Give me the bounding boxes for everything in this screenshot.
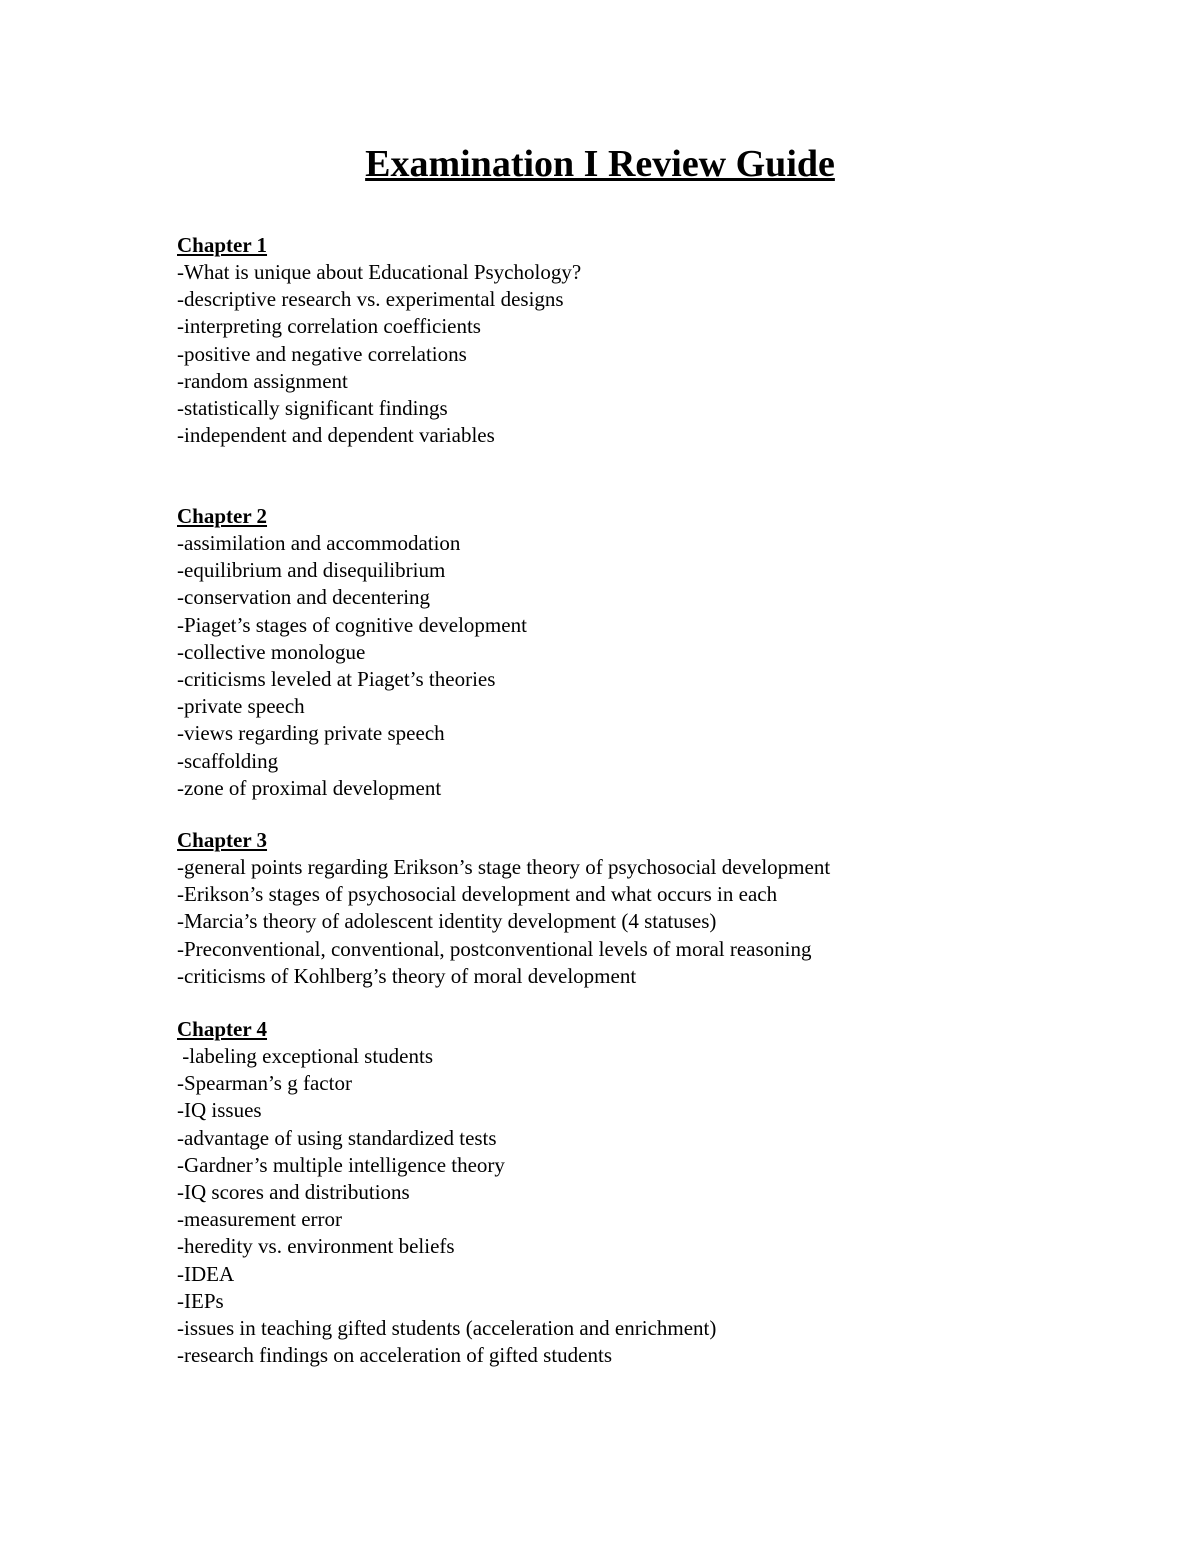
chapter-4-section (177, 1016, 1137, 1369)
list-item: -labeling exceptional students (177, 1044, 434, 1068)
list-item: -IEPs (177, 1288, 224, 1313)
list-item: -private speech (177, 694, 305, 719)
list-item: -IDEA (177, 1261, 235, 1286)
list-item: -Spearman’s g factor (177, 1071, 352, 1096)
chapter-heading: Chapter 4 (177, 1017, 268, 1041)
list-item: -Marcia’s theory of adolescent identity development (4 statuses) (177, 909, 717, 934)
chapter-3-section (177, 827, 1137, 990)
list-item: -general points regarding Erikson’s stage theory of psychosocial development (177, 855, 831, 879)
chapter-heading: Chapter 1 (177, 233, 268, 257)
list-item: -Preconventional, conventional, postconventional levels of moral reasoning (177, 936, 812, 961)
chapter-2-section (177, 503, 1137, 802)
list-item: -collective monologue (177, 639, 366, 664)
list-item: -heredity vs. environment beliefs (177, 1234, 455, 1259)
list-item: -descriptive research vs. experimental designs (177, 287, 564, 312)
list-item: -criticisms of Kohlberg’s theory of moral development (177, 963, 637, 988)
list-item: -measurement error (177, 1207, 342, 1232)
list-item: -IQ issues (177, 1098, 262, 1123)
list-item: -research findings on acceleration of gifted students (177, 1343, 613, 1368)
chapter-1-section (177, 232, 1137, 449)
list-item: -views regarding private speech (177, 721, 445, 746)
list-item: -Gardner’s multiple intelligence theory (177, 1152, 505, 1177)
list-item: -zone of proximal development (177, 775, 442, 800)
list-item: -equilibrium and disequilibrium (177, 558, 446, 583)
list-item: -Erikson’s stages of psychosocial development and what occurs in each (177, 882, 778, 907)
chapter-heading: Chapter 3 (177, 828, 268, 852)
list-item: -Piaget’s stages of cognitive development (177, 612, 527, 637)
list-item: -statistically significant findings (177, 395, 448, 420)
list-item: -independent and dependent variables (177, 423, 495, 448)
list-item: -conservation and decentering (177, 585, 431, 610)
list-item: -IQ scores and distributions (177, 1179, 410, 1204)
list-item: -advantage of using standardized tests (177, 1125, 497, 1150)
list-item: -criticisms leveled at Piaget’s theories (177, 666, 496, 691)
list-item: -issues in teaching gifted students (acceleration and enrichment) (177, 1315, 717, 1340)
list-item: -random assignment (177, 368, 348, 393)
list-item: -What is unique about Educational Psychology? (177, 260, 582, 284)
document-title: Examination I Review Guide (365, 143, 835, 185)
list-item: -positive and negative correlations (177, 341, 467, 366)
list-item: -interpreting correlation coefficients (177, 314, 481, 339)
chapter-heading: Chapter 2 (177, 504, 268, 528)
list-item: -scaffolding (177, 748, 279, 773)
list-item: -assimilation and accommodation (177, 531, 461, 555)
